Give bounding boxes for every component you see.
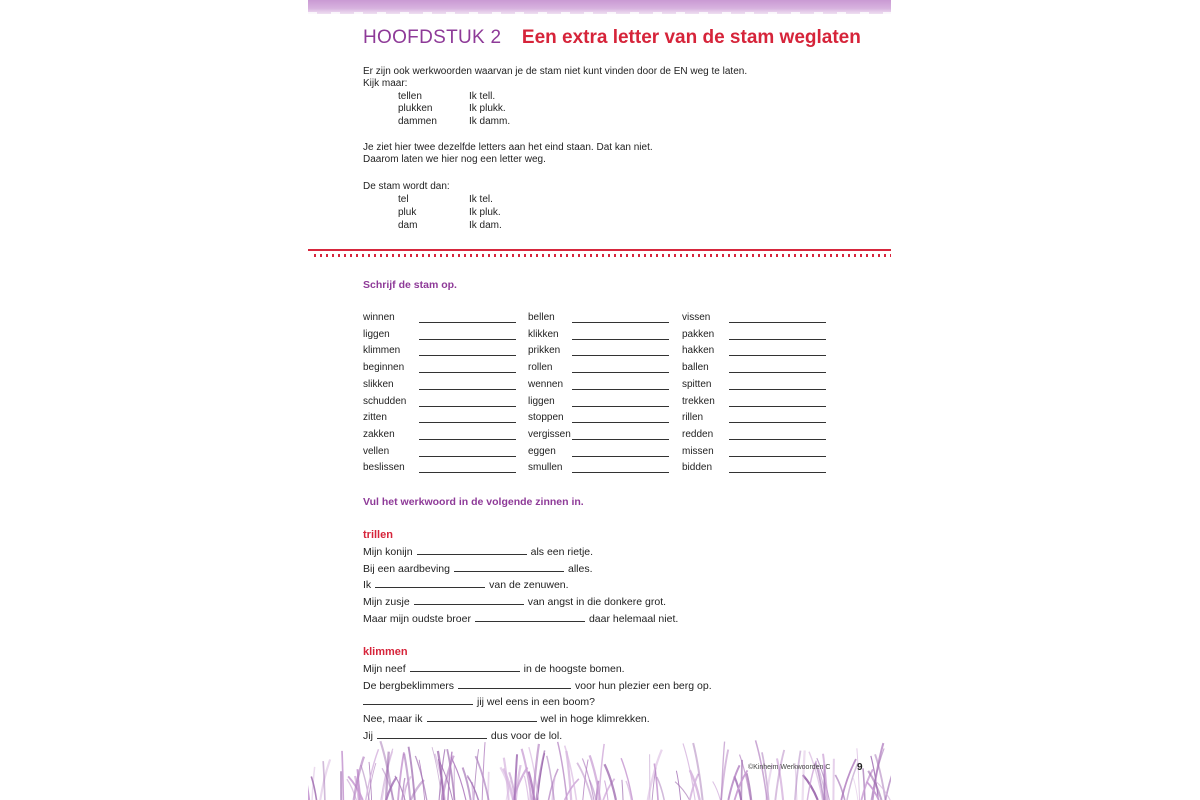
intro-line-4: Daarom laten we hier nog een letter weg.: [363, 154, 546, 165]
answer-blank[interactable]: [729, 389, 826, 390]
exercise-verb: trekken: [682, 395, 715, 407]
grass-blade: [803, 775, 818, 800]
grass-blade: [675, 782, 689, 800]
exercise-verb: hakken: [682, 345, 715, 357]
example-form: Ik dam.: [469, 220, 502, 231]
exercise-verb: beslissen: [363, 462, 405, 474]
example-form: Ik pluk.: [469, 207, 501, 218]
sentence-start: Mijn zusje: [363, 596, 410, 609]
answer-blank[interactable]: [475, 612, 585, 622]
answer-blank[interactable]: [419, 389, 516, 390]
exercise-verb: slikken: [363, 378, 394, 390]
answer-blank[interactable]: [572, 406, 669, 407]
answer-blank[interactable]: [572, 372, 669, 373]
fill-in-sentence: [363, 729, 562, 742]
intro-line-3: Je ziet hier twee dezelfde letters aan het eind staan. Dat kan niet.: [363, 142, 653, 153]
sentence-start: Mijn konijn: [363, 546, 413, 558]
exercise-verb: zakken: [363, 428, 395, 440]
worksheet-page: [308, 0, 891, 800]
answer-blank[interactable]: [572, 389, 669, 390]
exercise-verb: missen: [682, 445, 714, 457]
exercise-verb: klimmen: [363, 345, 401, 357]
page-heading: [363, 27, 861, 49]
answer-blank[interactable]: [572, 322, 669, 323]
grass-blade: [415, 756, 426, 800]
answer-blank[interactable]: [729, 439, 826, 440]
answer-blank[interactable]: [363, 695, 473, 705]
grass-blade: [728, 765, 739, 800]
sentence-start: Maar mijn oudste broer: [363, 612, 471, 625]
exercise-verb: pakken: [682, 328, 715, 340]
grass-blade: [323, 761, 325, 800]
grass-blade: [537, 753, 544, 800]
grass-blade: [803, 750, 805, 800]
sentence-start: Nee, maar ik: [363, 713, 423, 726]
answer-blank[interactable]: [414, 595, 524, 605]
answer-blank[interactable]: [419, 472, 516, 473]
grass-blade: [713, 781, 721, 800]
fill-in-sentence: [363, 695, 595, 708]
example-verb: pluk: [398, 207, 417, 218]
exercise-1-title: Schrijf de stam op.: [363, 279, 457, 291]
exercise-verb: stoppen: [528, 412, 564, 424]
intro-line-2: Kijk maar:: [363, 78, 408, 89]
chapter-title: Een extra letter van de stam weglaten: [521, 27, 861, 48]
answer-blank[interactable]: [419, 456, 516, 457]
sentence-end: jij wel eens in een boom?: [477, 696, 595, 709]
answer-blank[interactable]: [427, 712, 537, 722]
example-verb: dammen: [398, 116, 437, 127]
answer-blank[interactable]: [729, 456, 826, 457]
exercise-verb: eggen: [528, 445, 556, 457]
answer-blank[interactable]: [572, 339, 669, 340]
grass-blade: [463, 768, 471, 800]
sentence-end: wel in hoge klimrekken.: [540, 713, 650, 726]
fill-in-sentence: [363, 595, 666, 608]
sentence-start: Ik: [363, 579, 372, 592]
example-verb: tellen: [398, 91, 422, 102]
answer-blank[interactable]: [419, 406, 516, 407]
sentence-start: Mijn neef: [363, 663, 406, 675]
grass-blade: [622, 780, 623, 800]
grass-blade: [482, 742, 485, 800]
copyright-credit: ©Kinheim Werkwoorden C: [748, 764, 831, 771]
answer-blank[interactable]: [729, 372, 826, 373]
answer-blank[interactable]: [729, 406, 826, 407]
answer-blank[interactable]: [417, 545, 527, 555]
exercise-verb: vergissen: [528, 428, 571, 440]
answer-blank[interactable]: [454, 562, 564, 572]
example-form: Ik tel.: [469, 194, 493, 205]
answer-blank[interactable]: [572, 355, 669, 356]
dotted-divider: [314, 254, 891, 257]
sentence-end: dus voor de lol.: [490, 729, 563, 742]
verb-heading: trillen: [363, 529, 393, 541]
exercise-verb: wennen: [528, 378, 564, 390]
intro-line-1: Er zijn ook werkwoorden waarvan je de stam niet kunt vinden door de EN weg te laten.: [363, 66, 748, 77]
example-verb: dam: [398, 220, 418, 231]
exercise-verb: redden: [682, 428, 714, 440]
exercise-verb: ballen: [682, 362, 709, 374]
answer-blank[interactable]: [419, 439, 516, 440]
chapter-label: HOOFDSTUK 2: [363, 27, 502, 48]
fill-in-sentence: [363, 562, 593, 575]
answer-blank[interactable]: [729, 472, 826, 473]
answer-blank[interactable]: [419, 322, 516, 323]
sentence-start: De bergbeklimmers: [363, 679, 455, 692]
answer-blank[interactable]: [729, 422, 826, 423]
exercise-verb: rollen: [528, 362, 553, 374]
grass-blade: [747, 773, 752, 800]
grass-blade: [342, 751, 343, 800]
answer-blank[interactable]: [572, 439, 669, 440]
verb-heading: klimmen: [363, 646, 408, 658]
answer-blank[interactable]: [419, 422, 516, 423]
answer-blank[interactable]: [572, 456, 669, 457]
grass-blade: [308, 769, 309, 800]
example-form: Ik plukk.: [469, 103, 506, 114]
exercise-verb: liggen: [363, 328, 390, 340]
exercise-verb: beginnen: [363, 362, 405, 374]
answer-blank[interactable]: [419, 372, 516, 373]
exercise-verb: klikken: [528, 328, 559, 340]
example-verb: plukken: [398, 103, 433, 114]
exercise-verb: winnen: [363, 312, 395, 323]
exercise-verb: bidden: [682, 462, 713, 474]
sentence-end: voor hun plezier een berg op.: [575, 679, 712, 692]
exercise-2-title: Vul het werkwoord in de volgende zinnen in.: [363, 496, 584, 508]
exercise-verb: bellen: [528, 312, 555, 323]
exercise-verb: vellen: [363, 445, 390, 457]
fill-in-sentence: [363, 662, 625, 675]
decorative-top-band: [308, 0, 891, 14]
answer-blank[interactable]: [410, 662, 520, 672]
fill-in-sentence: [363, 712, 650, 725]
example-form: Ik damm.: [469, 116, 511, 127]
sentence-end: van angst in die donkere grot.: [527, 596, 667, 609]
grass-blade: [366, 749, 379, 800]
sentence-end: in de hoogste bomen.: [523, 663, 625, 675]
answer-blank[interactable]: [458, 679, 571, 689]
exercise-verb: liggen: [528, 395, 555, 407]
exercise-verb: spitten: [682, 378, 712, 390]
sentence-end: alles.: [567, 562, 593, 575]
fill-in-sentence: [363, 679, 712, 692]
answer-blank[interactable]: [419, 339, 516, 340]
sentence-end: van de zenuwen.: [489, 579, 569, 592]
fill-in-sentence: [363, 578, 569, 591]
exercise-verb: zitten: [363, 412, 387, 424]
answer-blank[interactable]: [572, 422, 669, 423]
intro-line-5: De stam wordt dan:: [363, 181, 450, 192]
example-verb: tel: [398, 194, 409, 205]
sentence-start: Bij een aardbeving: [363, 562, 450, 575]
exercise-verb: schudden: [363, 395, 407, 407]
fill-in-sentence: [363, 545, 593, 558]
answer-blank[interactable]: [729, 322, 826, 323]
answer-blank[interactable]: [572, 472, 669, 473]
sentence-end: daar helemaal niet.: [588, 612, 679, 625]
example-form: Ik tell.: [469, 91, 496, 102]
fill-in-sentence: [363, 612, 678, 625]
answer-blank[interactable]: [375, 578, 485, 588]
grass-blade: [361, 765, 369, 800]
grass-blade: [857, 748, 860, 800]
grass-blade: [835, 775, 844, 800]
answer-blank[interactable]: [729, 339, 826, 340]
answer-blank[interactable]: [729, 355, 826, 356]
grass-blade: [853, 778, 857, 800]
answer-blank[interactable]: [377, 729, 487, 739]
answer-blank[interactable]: [419, 355, 516, 356]
exercise-verb: smullen: [528, 462, 563, 474]
exercise-verb: vissen: [682, 312, 711, 323]
sentence-start: Jij: [363, 729, 373, 742]
sentence-end: als een rietje.: [530, 546, 594, 558]
section-divider: [308, 249, 891, 251]
page-number: 9: [857, 762, 863, 773]
exercise-verb: prikken: [528, 345, 561, 357]
exercise-verb: rillen: [682, 412, 704, 424]
